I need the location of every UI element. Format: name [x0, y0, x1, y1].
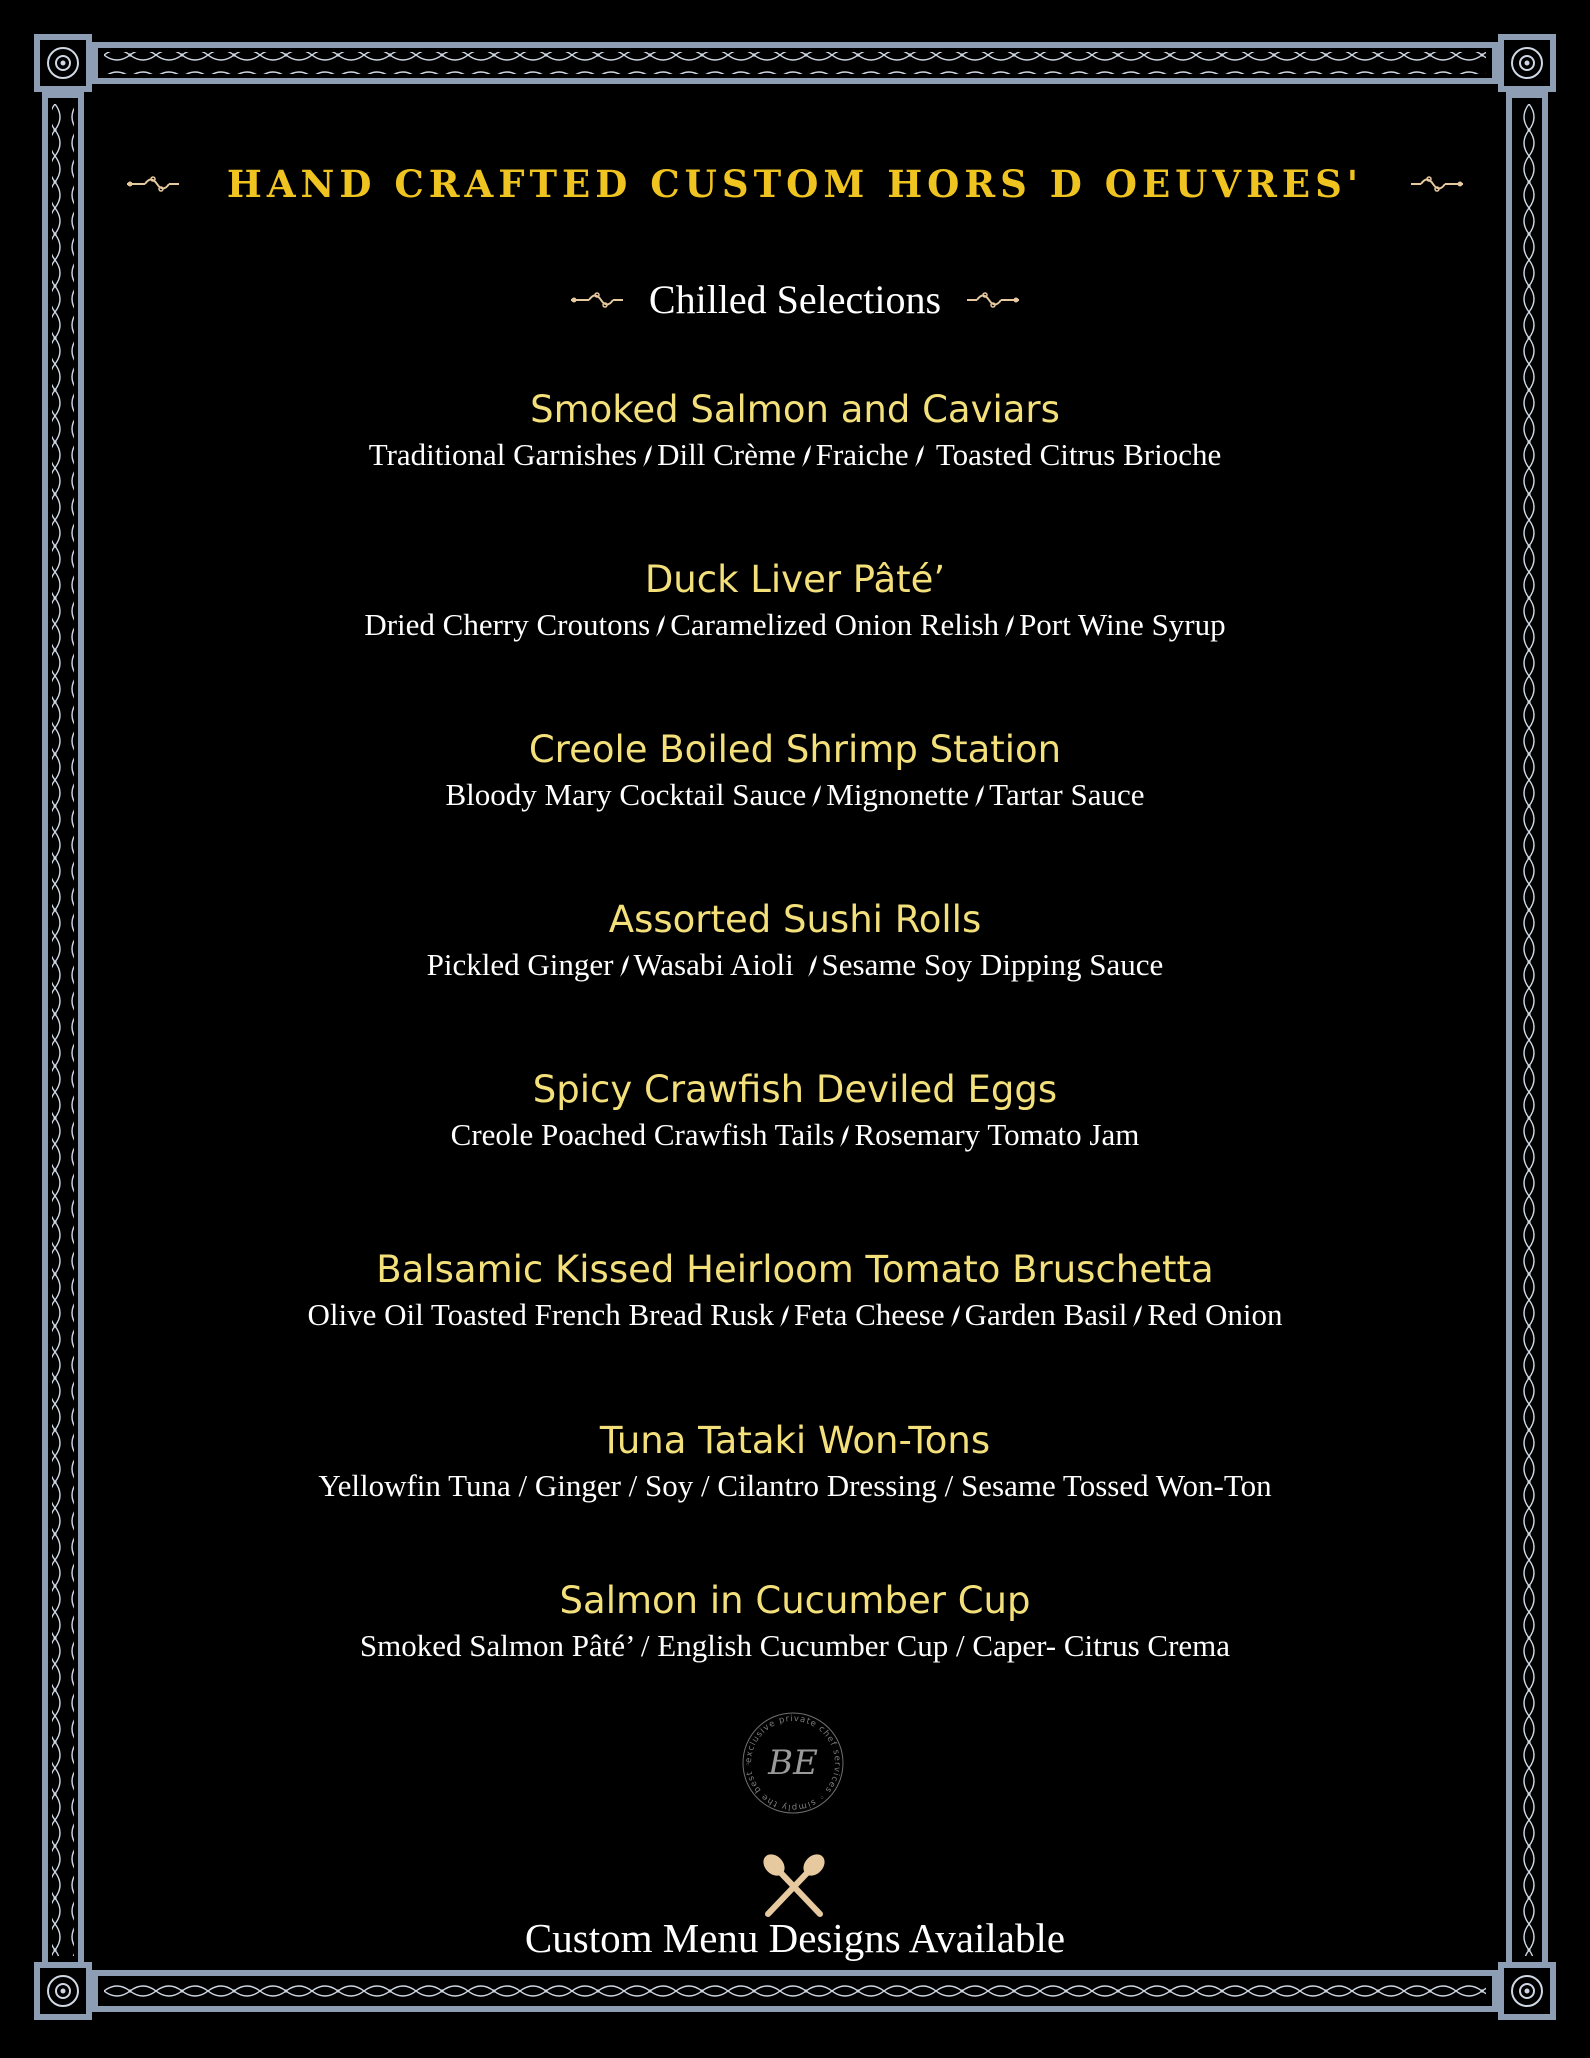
menu-item — [100, 1066, 1490, 1156]
corner-ornament-br — [1498, 1962, 1556, 2020]
description-part: Creole Poached Crawfish Tails — [450, 1117, 835, 1152]
corner-ornament-tl — [34, 34, 92, 92]
flourish-left-icon — [571, 289, 623, 311]
description-part: Olive Oil Toasted French Bread Rusk — [307, 1297, 774, 1332]
description-part: Bloody Mary Cocktail Sauce — [445, 777, 807, 812]
description-part: Fraiche — [815, 437, 909, 472]
description-part: Garden Basil — [964, 1297, 1128, 1332]
quill-separator-icon — [778, 1304, 790, 1328]
description-part: Port Wine Syrup — [1019, 607, 1226, 642]
menu-item-description: Smoked Salmon Pâté’ / English Cucumber Cup / Caper- Citrus Crema — [359, 1628, 1231, 1663]
description-part: Wasabi Aioli — [633, 947, 802, 982]
description-part: Dried Cherry Croutons — [364, 607, 651, 642]
menu-item-name: Smoked Salmon and Caviars — [530, 388, 1060, 431]
crossed-spoons-icon — [760, 1852, 828, 1920]
menu-item — [100, 896, 1490, 986]
brand-logo — [738, 1708, 848, 1818]
menu-item-description — [100, 1114, 1490, 1156]
corner-ornament-tr — [1498, 34, 1556, 92]
description-part: Sesame Soy Dipping Sauce — [821, 947, 1164, 982]
flourish-left-icon — [127, 173, 179, 195]
menu-item-name: Salmon in Cucumber Cup — [559, 1579, 1031, 1622]
menu-item-description — [100, 944, 1490, 986]
menu-item-description — [100, 434, 1490, 476]
quill-separator-icon — [654, 614, 666, 638]
quill-separator-icon — [913, 444, 925, 468]
menu-item — [100, 556, 1490, 646]
menu-item-description — [100, 604, 1490, 646]
menu-item-name: Assorted Sushi Rolls — [608, 898, 982, 941]
menu-item — [100, 1246, 1490, 1336]
description-part: Mignonette — [826, 777, 970, 812]
description-part: Rosemary Tomato Jam — [854, 1117, 1140, 1152]
quill-separator-icon — [641, 444, 653, 468]
quill-separator-icon — [838, 1124, 850, 1148]
menu-item-name: Duck Liver Pâté’ — [644, 558, 946, 601]
description-part: Traditional Garnishes — [368, 437, 638, 472]
logo-monogram: BE — [768, 1743, 818, 1783]
corner-ornament-bl — [34, 1962, 92, 2020]
description-part: Feta Cheese — [793, 1297, 945, 1332]
menu-item — [100, 1577, 1490, 1667]
menu-item-name: Balsamic Kissed Heirloom Tomato Bruschetta — [376, 1248, 1214, 1291]
menu-item-name: Spicy Crawfish Deviled Eggs — [532, 1068, 1058, 1111]
menu-item-description — [100, 774, 1490, 816]
description-part: Toasted Citrus Brioche — [928, 437, 1222, 472]
logo-ring-text: exclusive private chef services ◦ simply the best ◦ — [743, 1713, 843, 1813]
footer-note: Custom Menu Designs Available — [524, 1915, 1066, 1961]
section-title-row — [100, 276, 1490, 323]
quill-separator-icon — [1131, 1304, 1143, 1328]
menu-item-name: Tuna Tataki Won-Tons — [599, 1419, 991, 1462]
description-part: Tartar Sauce — [989, 777, 1145, 812]
quill-separator-icon — [810, 784, 822, 808]
menu-item — [100, 386, 1490, 476]
menu-item-description — [100, 1294, 1490, 1336]
description-part: Pickled Ginger — [426, 947, 614, 982]
quill-separator-icon — [800, 444, 812, 468]
menu-item — [100, 1417, 1490, 1507]
section-title: Chilled Selections — [648, 277, 942, 322]
quill-separator-icon — [1003, 614, 1015, 638]
menu-item-name: Creole Boiled Shrimp Station — [528, 728, 1062, 771]
quill-separator-icon — [949, 1304, 961, 1328]
quill-separator-icon — [973, 784, 985, 808]
quill-separator-icon — [618, 954, 630, 978]
description-part: Dill Crème — [657, 437, 796, 472]
menu-item — [100, 726, 1490, 816]
description-part: Red Onion — [1147, 1297, 1283, 1332]
flourish-right-icon — [967, 289, 1019, 311]
flourish-right-icon — [1411, 173, 1463, 195]
menu-content — [100, 0, 1490, 2058]
menu-item-description: Yellowfin Tuna / Ginger / Soy / Cilantro Dressing / Sesame Tossed Won-Ton — [318, 1468, 1272, 1503]
menu-title-row — [100, 162, 1490, 206]
menu-title: HAND CRAFTED CUSTOM HORS D OEUVRES' — [226, 162, 1364, 206]
description-part: Caramelized Onion Relish — [670, 607, 1000, 642]
quill-separator-icon — [806, 954, 818, 978]
